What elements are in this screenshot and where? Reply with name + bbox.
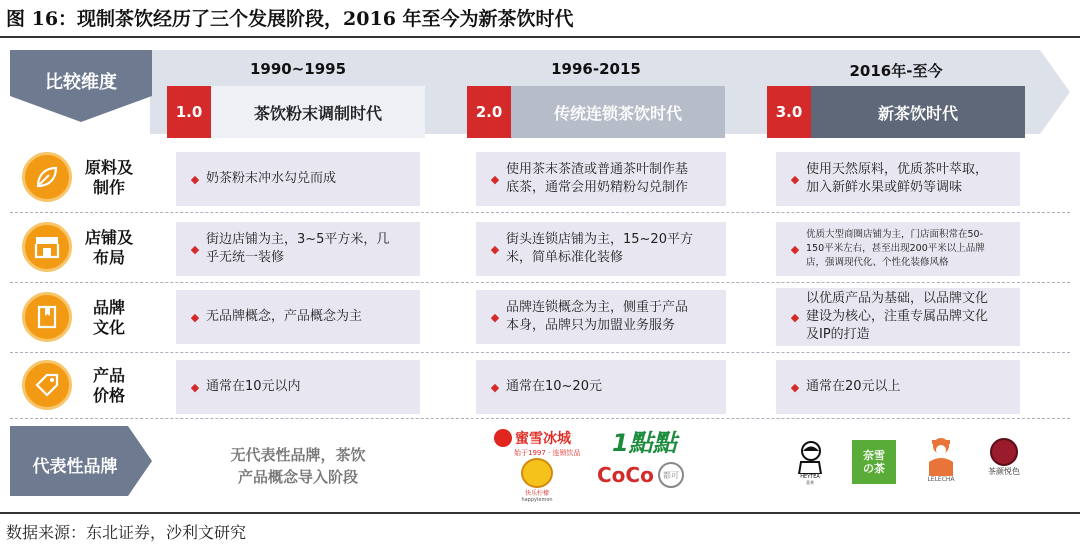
bullet-icon: ◆: [190, 310, 200, 324]
price-tag-icon: [22, 360, 72, 410]
bullet-icon: ◆: [190, 172, 200, 186]
chayan-yuese-logo: 茶颜悦色: [982, 438, 1026, 486]
bullet-icon: ◆: [790, 380, 800, 394]
row-label-price: 产品 价格: [92, 366, 125, 405]
bullet-icon: ◆: [490, 172, 500, 186]
cell-brand-era2: ◆ 品牌连锁概念为主，侧重于产品 本身，品牌只为加盟业务服务: [476, 290, 726, 344]
lelecha-logo: LELECHA: [918, 436, 964, 488]
era-1-years: 1990~1995: [249, 60, 347, 78]
era-1-name: 茶饮粉末调制时代: [211, 86, 425, 138]
top-rule: [0, 36, 1080, 38]
heytea-logo: HEYTEA 喜茶: [790, 440, 830, 490]
cell-price-era3: ◆ 通常在20元以上: [776, 360, 1020, 414]
cell-materials-era3: ◆ 使用天然原料，优质茶叶萃取， 加入新鲜水果或鲜奶等调味: [776, 152, 1020, 206]
bullet-icon: ◆: [790, 310, 800, 324]
cell-store-era3: ◆ 优质大型商圈店铺为主，门店面积常在50- 150平米左右，甚至出现200平米以上品牌 店，强调现代化、个性化装修风格: [776, 222, 1020, 276]
bullet-icon: ◆: [790, 172, 800, 186]
cell-brand-era1: ◆ 无品牌概念，产品概念为主: [176, 290, 420, 344]
mixue-logo: 蜜雪冰城 始于1997 · 连锁饮品: [494, 428, 584, 458]
figure-title: 图 16：现制茶饮经历了三个发展阶段，2016 年至今为新茶饮时代: [6, 8, 574, 30]
era-1-representative-text: 无代表性品牌，茶饮 产品概念导入阶段: [230, 446, 366, 486]
bullet-icon: ◆: [490, 310, 500, 324]
era-3-years: 2016年-至今: [849, 62, 943, 80]
era-2-years: 1996-2015: [551, 60, 641, 78]
storefront-icon: [22, 222, 72, 272]
bullet-icon: ◆: [490, 242, 500, 256]
row-separator: [10, 212, 1070, 213]
kuaile-lemon-logo: 快乐柠檬 happylemon: [512, 458, 562, 506]
coco-logo: CoCo 都可: [597, 462, 684, 488]
bullet-icon: ◆: [190, 380, 200, 394]
era-1-number: 1.0: [167, 86, 211, 138]
row-label-store: 店铺及 布局: [84, 228, 133, 267]
bullet-icon: ◆: [190, 242, 200, 256]
era-3-number: 3.0: [767, 86, 811, 138]
dimension-header-label: 比较维度: [45, 72, 117, 93]
cell-store-era2: ◆ 街头连锁店铺为主，15~20平方 米，简单标准化装修: [476, 222, 726, 276]
cell-price-era2: ◆ 通常在10~20元: [476, 360, 726, 414]
cell-price-era1: ◆ 通常在10元以内: [176, 360, 420, 414]
naixue-logo: 奈雪 の茶: [852, 440, 896, 484]
bullet-icon: ◆: [490, 380, 500, 394]
cell-store-era1: ◆ 街边店铺为主，3~5平方米，几 乎无统一装修: [176, 222, 420, 276]
bullet-icon: ◆: [790, 242, 800, 256]
cell-materials-era2: ◆ 使用茶末茶渣或普通茶叶制作基 底茶，通常会用奶精粉勾兑制作: [476, 152, 726, 206]
era-2-number: 2.0: [467, 86, 511, 138]
cell-brand-era3: ◆ 以优质产品为基础，以品牌文化 建设为核心，注重专属品牌文化 及IP的打造: [776, 288, 1020, 346]
row-separator: [10, 352, 1070, 353]
figure-source: 数据来源：东北证券，沙利文研究: [6, 523, 247, 542]
row-label-brand: 品牌 文化: [92, 298, 125, 337]
row-label-materials: 原料及 制作: [84, 158, 133, 197]
row-separator: [10, 282, 1070, 283]
cell-materials-era1: ◆ 奶茶粉末冲水勾兑而成: [176, 152, 420, 206]
era-3-name: 新茶饮时代: [811, 86, 1025, 138]
book-icon: [22, 292, 72, 342]
era-2-name: 传统连锁茶饮时代: [511, 86, 725, 138]
leaf-icon: [22, 152, 72, 202]
representative-header-label: 代表性品牌: [32, 457, 118, 477]
yidiandian-logo: 1點點: [612, 428, 677, 457]
bottom-rule: [0, 512, 1080, 514]
row-separator: [10, 418, 1070, 419]
